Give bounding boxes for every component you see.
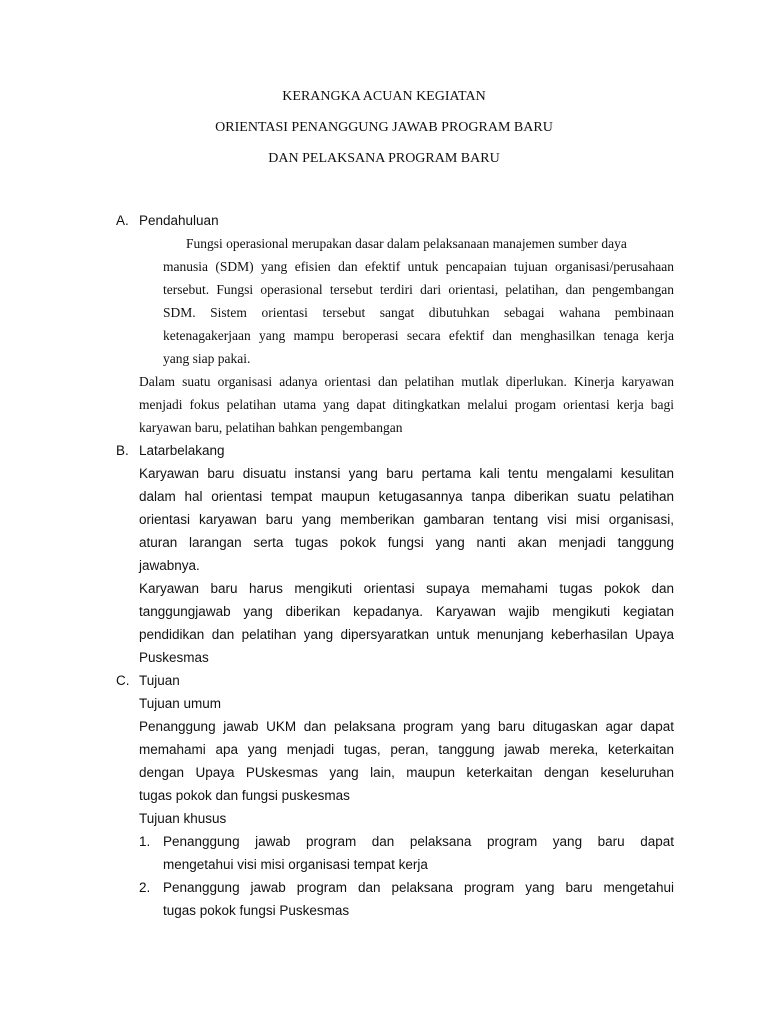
section-a-letter: A. [116,213,129,228]
section-a-para1-line: Fungsi operasional merupakan dasar dalam pelaksanaan manajemen sumber daya [186,236,627,251]
section-b-para1-line: aturan larangan serta tugas pokok fungsi yang nanti akan menjadi tanggung [139,535,674,550]
section-c-letter: C. [116,673,130,688]
section-b-para1-line: orientasi karyawan baru yang memberikan gambaran tentang visi misi organisasi, [139,512,674,527]
section-c-heading: Tujuan [139,673,180,688]
section-a-para2-line: Dalam suatu organisasi adanya orientasi dan pelatihan mutlak diperlukan. Kinerja karyawan [139,374,674,389]
section-b-para1-line: Karyawan baru disuatu instansi yang baru pertama kali tentu mengalami kesulitan [139,466,674,481]
tujuan-umum-line: tugas pokok dan fungsi puskesmas [139,788,350,803]
section-b-para2-line: Karyawan baru harus mengikuti orientasi supaya memahami tugas pokok dan [139,581,674,596]
section-b-para1-line: dalam hal orientasi tempat maupun ketugasannya tanpa diberikan suatu pelatihan [139,489,674,504]
title-line-1: KERANGKA ACUAN KEGIATAN [282,89,486,104]
title-line-3: DAN PELAKSANA PROGRAM BARU [268,151,500,166]
list-item-number: 1. [139,834,151,849]
list-item-line: Penanggung jawab program dan pelaksana program yang baru mengetahui [163,880,674,895]
tujuan-umum-line: Penanggung jawab UKM dan pelaksana program yang baru ditugaskan agar dapat [139,719,674,734]
section-a-para1-line: manusia (SDM) yang efisien dan efektif untuk pencapaian tujuan organisasi/perusahaan [163,259,674,274]
list-item-number: 2. [139,880,151,895]
section-a-para2-line: menjadi fokus pelatihan utama yang dapat ditingkatkan melalui progam orientasi kerja bagi [139,397,674,412]
section-b-para1-line: jawabnya. [139,558,200,573]
list-item-line: tugas pokok fungsi Puskesmas [163,903,350,918]
section-b-para2-line: tanggungjawab yang diberikan kepadanya. Karyawan wajib mengikuti kegiatan [139,604,674,619]
section-a-para2-line: karyawan baru, pelatihan bahkan pengembangan [139,420,403,435]
section-a-para1-line: tersebut. Fungsi operasional tersebut terdiri dari orientasi, pelatihan, dan pengembangan [163,282,674,297]
title-line-2: ORIENTASI PENANGGUNG JAWAB PROGRAM BARU [215,120,553,135]
section-a-heading: Pendahuluan [139,213,219,228]
tujuan-umum-line: memahami apa yang menjadi tugas, peran, tanggung jawab mereka, keterkaitan [139,742,674,757]
section-b-para2-line: Puskesmas [139,650,209,665]
tujuan-umum-heading: Tujuan umum [139,696,222,711]
list-item-line: Penanggung jawab program dan pelaksana program yang baru dapat [163,834,674,849]
list-item-line: mengetahui visi misi organisasi tempat kerja [163,857,428,872]
section-a-para1-line: SDM. Sistem orientasi tersebut sangat dibutuhkan sebagai wahana pembinaan [163,305,674,320]
section-a-para1-line: ketenagakerjaan yang mampu beroperasi secara efektif dan menghasilkan tenaga kerja [163,328,674,343]
tujuan-khusus-heading: Tujuan khusus [139,811,227,826]
section-b-letter: B. [116,443,129,458]
section-a-para1-line: yang siap pakai. [163,351,251,366]
tujuan-umum-line: dengan Upaya PUskesmas yang lain, maupun keterkaitan dengan keseluruhan [139,765,674,780]
section-b-para2-line: pendidikan dan pelatihan yang dipersyaratkan untuk menunjang keberhasilan Upaya [139,627,674,642]
section-b-heading: Latarbelakang [139,443,225,458]
